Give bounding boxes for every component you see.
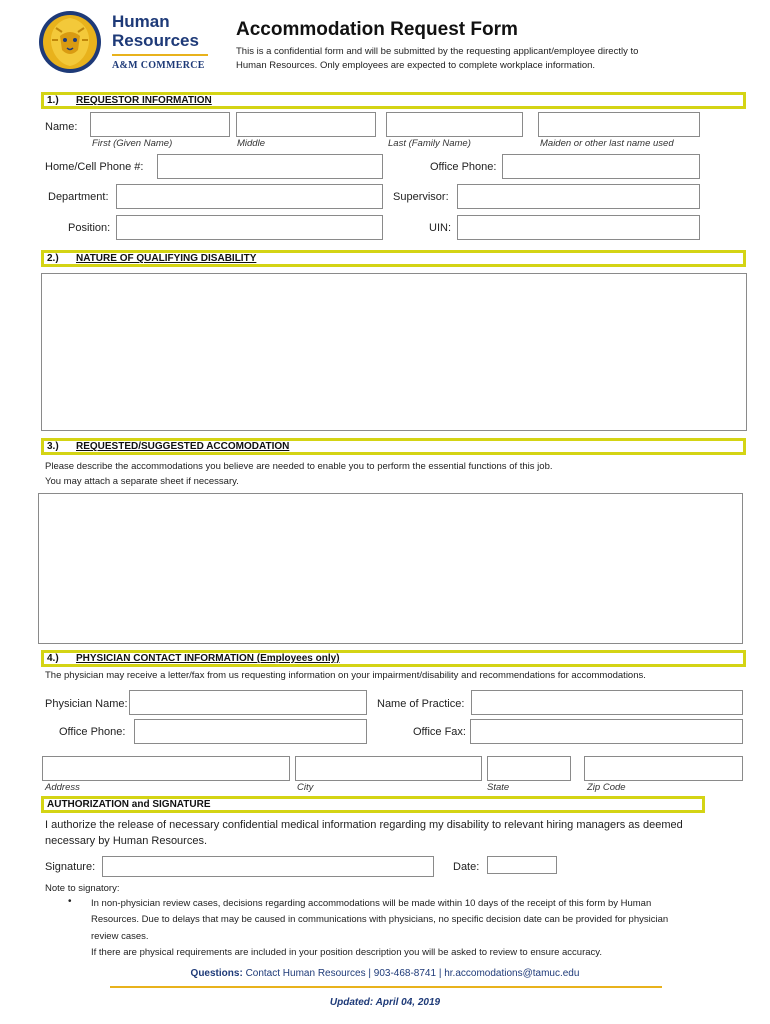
physician-label: Physician Name: <box>45 698 128 710</box>
last-name-field[interactable] <box>386 112 523 137</box>
office-phone-field[interactable] <box>502 154 700 179</box>
page-title: Accommodation Request Form <box>236 19 518 40</box>
uin-label: UIN: <box>429 222 451 234</box>
name-label: Name: <box>45 121 78 133</box>
supervisor-field[interactable] <box>457 184 700 209</box>
bullet1-line1: In non-physician review cases, decisions regarding accommodations will be made within 10 days of the receipt of this form by Human <box>91 898 652 909</box>
state-caption: State <box>487 782 510 793</box>
practice-label: Name of Practice: <box>377 698 465 710</box>
maiden-caption: Maiden or other last name used <box>540 138 674 149</box>
office-phone-label: Office Phone: <box>430 161 497 173</box>
zip-caption: Zip Code <box>587 782 626 793</box>
note-title: Note to signatory: <box>45 883 120 894</box>
phone-label: Home/Cell Phone #: <box>45 161 144 173</box>
section4-title: PHYSICIAN CONTACT INFORMATION (Employees only) <box>76 653 340 664</box>
bullet1-line2: Resources. Due to delays that may be caused in communications with physicians, no specific decision date can be provided for physician <box>91 914 669 925</box>
middle-caption: Middle <box>237 138 265 149</box>
intro-line1: This is a confidential form and will be submitted by the requesting applicant/employee directly to <box>236 46 639 57</box>
office-fax-field[interactable] <box>470 719 743 744</box>
first-caption: First (Given Name) <box>92 138 173 149</box>
section2-header: 2.) NATURE OF QUALIFYING DISABILITY <box>41 250 746 267</box>
questions-label: Questions: <box>190 968 243 979</box>
lion-icon <box>38 10 102 74</box>
zip-field[interactable] <box>584 756 743 781</box>
contact-text: Contact Human Resources | 903-468-8741 | hr.accomodations@tamuc.edu <box>245 968 580 979</box>
city-caption: City <box>297 782 314 793</box>
section3-desc-line1: Please describe the accommodations you believe are needed to enable you to perform the essential functions of this job. <box>45 461 553 472</box>
city-field[interactable] <box>295 756 482 781</box>
section1-title: REQUESTOR INFORMATION <box>76 95 212 106</box>
authorization-text-line1: I authorize the release of necessary confidential medical information regarding my disability to relevant hiring managers as deemed <box>45 819 683 831</box>
supervisor-label: Supervisor: <box>393 191 449 203</box>
address-caption: Address <box>45 782 80 793</box>
position-field[interactable] <box>116 215 383 240</box>
intro-line2: Human Resources. Only employees are expected to complete workplace information. <box>236 60 596 71</box>
section3-title: REQUESTED/SUGGESTED ACCOMODATION <box>76 441 290 452</box>
section4-header: 4.) PHYSICIAN CONTACT INFORMATION (Employees only) <box>41 650 746 667</box>
section3-desc-line2: You may attach a separate sheet if necessary. <box>45 476 239 487</box>
department-label: Department: <box>48 191 109 203</box>
last-caption: Last (Family Name) <box>388 138 471 149</box>
phone-field[interactable] <box>157 154 383 179</box>
section4-desc: The physician may receive a letter/fax from us requesting information on your impairment/disability and recommendations for accommodations. <box>45 670 646 681</box>
first-name-field[interactable] <box>90 112 230 137</box>
middle-name-field[interactable] <box>236 112 376 137</box>
authorization-text-line2: necessary by Human Resources. <box>45 835 208 847</box>
authorization-title: AUTHORIZATION and SIGNATURE <box>47 799 211 810</box>
signature-field[interactable] <box>102 856 434 877</box>
logo-line1: Human <box>112 12 170 31</box>
physician-field[interactable] <box>129 690 367 715</box>
maiden-name-field[interactable] <box>538 112 700 137</box>
accommodation-textarea[interactable] <box>38 493 743 644</box>
signature-label: Signature: <box>45 861 96 873</box>
section3-header: 3.) REQUESTED/SUGGESTED ACCOMODATION <box>41 438 746 455</box>
bullet1-line3: review cases. <box>91 931 149 942</box>
practice-field[interactable] <box>471 690 743 715</box>
authorization-header <box>41 796 705 813</box>
date-label: Date: <box>453 861 480 873</box>
disability-textarea[interactable] <box>41 273 747 431</box>
footer-contact <box>0 968 770 979</box>
section2-title: NATURE OF QUALIFYING DISABILITY <box>76 253 257 264</box>
address-field[interactable] <box>42 756 290 781</box>
section1-header: 1.) REQUESTOR INFORMATION <box>41 92 746 109</box>
logo-line3: A&M COMMERCE <box>112 60 205 71</box>
logo <box>38 10 210 74</box>
physician-office-phone-field[interactable] <box>134 719 367 744</box>
department-field[interactable] <box>116 184 383 209</box>
bullet-dot: • <box>68 896 72 907</box>
position-label: Position: <box>68 222 111 234</box>
footer-divider <box>110 986 662 988</box>
physician-office-phone-label: Office Phone: <box>59 726 126 738</box>
state-field[interactable] <box>487 756 571 781</box>
logo-line2: Resources <box>112 31 199 50</box>
updated-date: Updated: April 04, 2019 <box>329 997 441 1008</box>
uin-field[interactable] <box>457 215 700 240</box>
date-field[interactable] <box>487 856 557 874</box>
office-fax-label: Office Fax: <box>413 726 466 738</box>
bullet2: If there are physical requirements are included in your position description you will be asked to review to ensure accuracy. <box>91 947 602 958</box>
